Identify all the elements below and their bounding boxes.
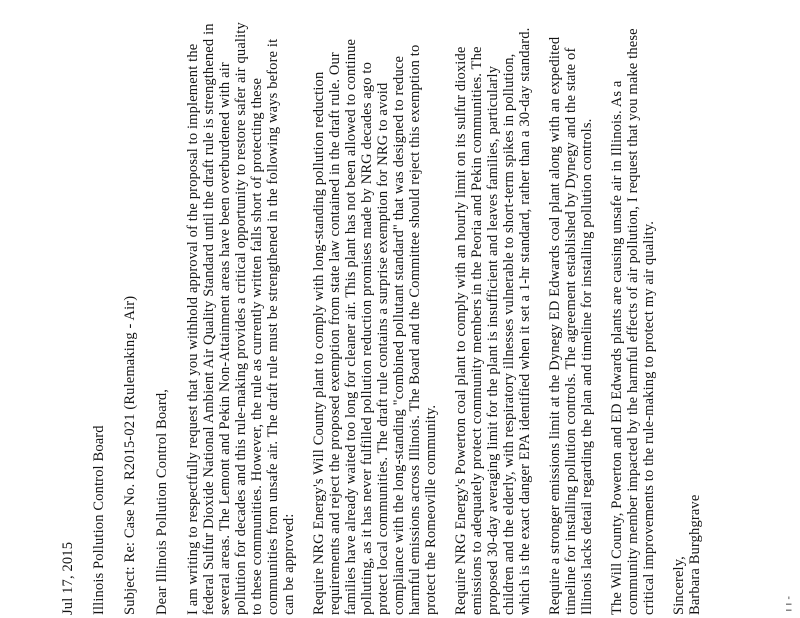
letter-paragraph-intro: I am writing to respectfully request that you withhold approval of the proposal to implement the federal Sulfur Dioxide National Ambient Air Quality Standard until the draft rule is strengthened in several areas. The Lemont and Pekin Non-Attainment areas have been overburdened with air pollution for decades and this rule-making provides a critical opportunity to restore safer air quality to these communities. However, the rule as currently written falls short of protecting these communities from unsafe air. The draft rule must be strengthened in the following ways before it can be approved: [185, 22, 297, 615]
letter-subject: Subject: Re: Case No. R2015-021 (Rulemaking - Air) [122, 295, 138, 615]
letter-signature: Barbara Burghgrave [687, 494, 703, 615]
letter-closing: Sincerely, [671, 556, 687, 615]
letter-recipient: Illinois Pollution Control Board [91, 425, 107, 615]
letter-paragraph-ed-edwards: Require a stronger emissions limit at the Dynegy ED Edwards coal plant along with an expedited timeline for installing pollution controls. The agreement established by Dynegy and the state of Illinois lacks detail regarding the plan and timeline for installing pollution controls. [547, 36, 595, 615]
letter-paragraph-powerton: Require NRG Energy's Powerton coal plant to comply with an hourly limit on its sulfur dioxide emissions to adequately protect community members in the Peoria and Pekin communities. The proposed 30-day averaging limit for the plant is insufficient and leaves families, particularly children and the elderly, with respiratory illnesses vulnerable to short-term spikes in pollution, which is the exact danger EPA identified when it set a 1-hr standard, rather than a 30-day standard. [453, 27, 533, 615]
letter-paragraph-will-county: Require NRG Energy's Will County plant to comply with long-standing pollution reduction requirements and reject the proposed exemption from state law contained in the draft rule. Our families have already waited too long for cleaner air. This plant has not been allowed to continue polluting, as it has never fulfilled pollution reduction promises made by NRG decades ago to protect local communities. The draft rule contains a surprise exemption for NRG to avoid compliance with the long-standing "combined pollutant standard" that was designed to reduce harmful emissions across Illinois. The Board and the Committee should reject this exemption to protect the Romeoville community. [311, 38, 439, 615]
letter-salutation: Dear Illinois Pollution Control Board, [154, 388, 170, 615]
letter-paragraph-conclusion: The Will County, Powerton and ED Edwards plants are causing unsafe air in Illinois. As a community member impacted by the harmful effects of air pollution, I request that you make these critical improvements to the rule-making to protect my air quality. [609, 28, 657, 615]
letter-body [60, 20, 703, 615]
scan-edge-marks: - ı ı [783, 596, 794, 612]
letter-date: Jul 17, 2015 [60, 541, 76, 615]
